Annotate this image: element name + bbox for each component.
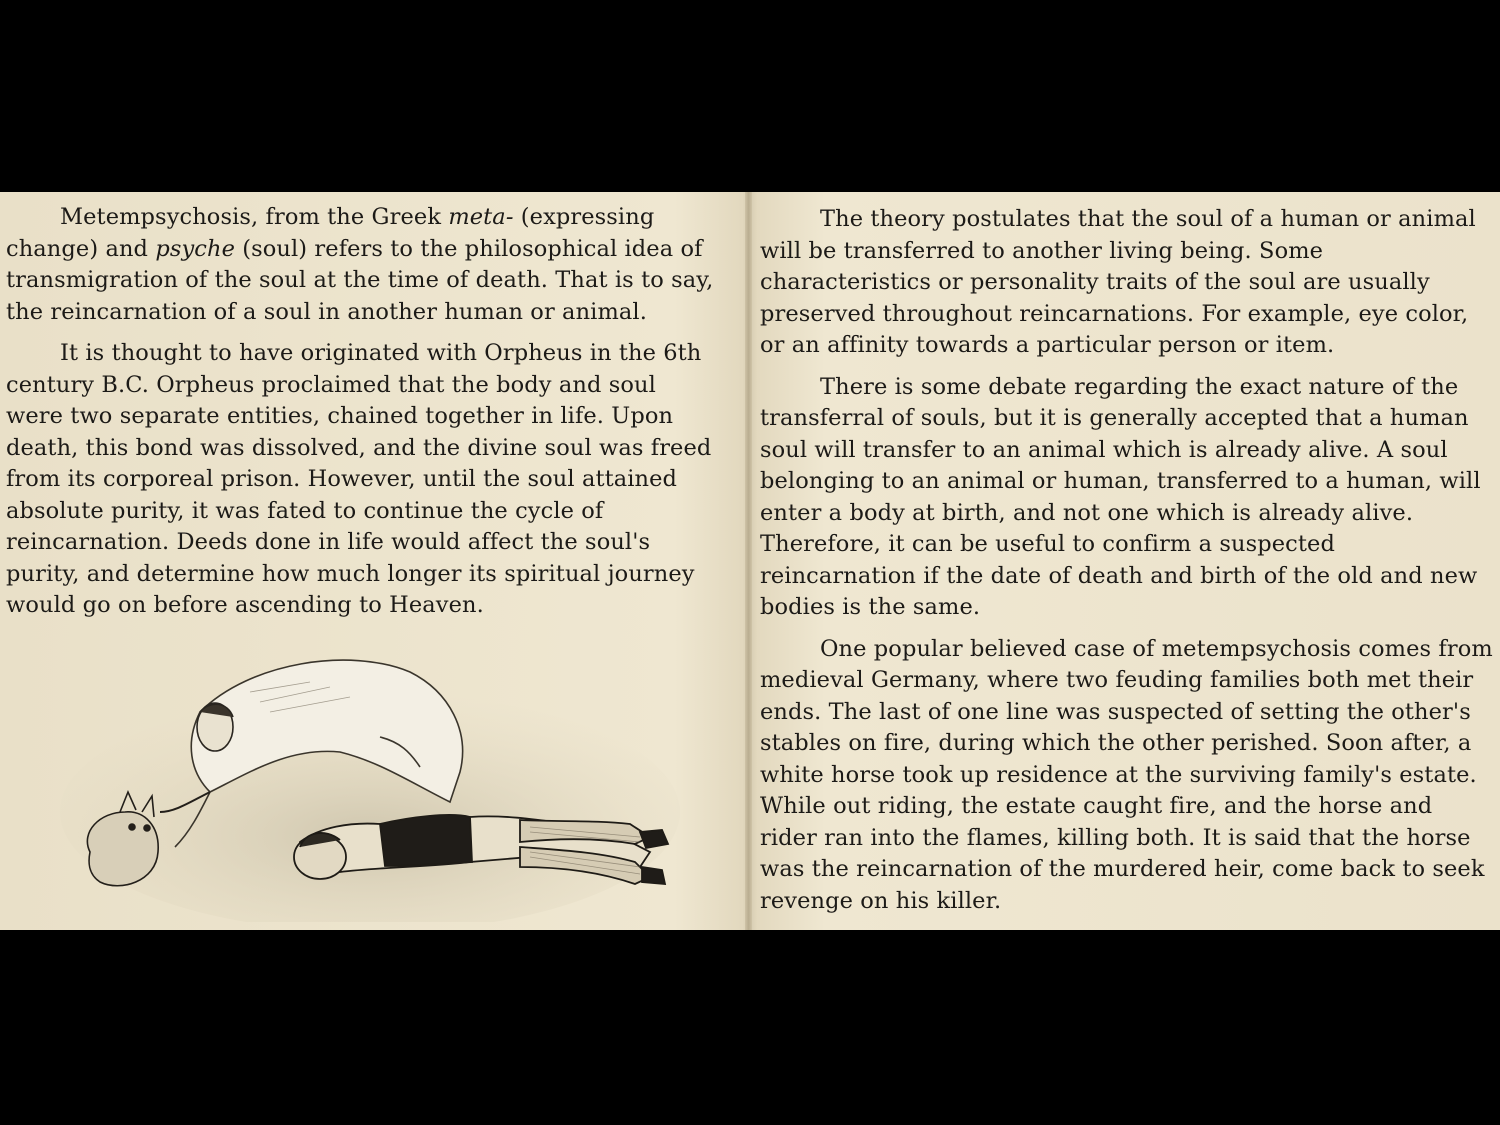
left-paragraph-1 bbox=[6, 202, 715, 328]
left-paragraph-2: It is thought to have originated with Orpheus in the 6th century B.C. Orpheus proclaimed that the body and soul were two separate entities, chained together in life. Upon death, this bond was dissolved, and the divine soul was freed from its corporeal prison. However, until the soul attained absolute purity, it was fated to continue the cycle of reincarnation. Deeds done in life would affect the soul's purity, and determine how much longer its spiritual journey would go on before ascending to Heaven. bbox=[6, 340, 712, 618]
right-paragraph-1: The theory postulates that the soul of a human or animal will be transferred to another living being. Some characteristics or personality traits of the soul are usually preserved throughout reincarnations. For example, eye color, or an affinity towards a particular person or item. bbox=[760, 206, 1476, 358]
term-meta: meta- bbox=[448, 204, 514, 230]
right-page bbox=[752, 192, 1500, 930]
left-page bbox=[0, 192, 745, 930]
term-psyche: psyche bbox=[155, 235, 235, 262]
text-run: (soul) refers to the philosophical idea of transmigration of the soul at the time of death. That is to say, the reincarnation of a soul in another human or animal. bbox=[6, 235, 714, 325]
text-run: (expressing change) and bbox=[6, 204, 655, 262]
spirit-head bbox=[197, 703, 233, 751]
soul-transfer-illustration bbox=[50, 652, 690, 922]
open-book bbox=[0, 192, 1500, 930]
text-run: Metempsychosis, from the Greek bbox=[60, 204, 449, 230]
book-spine bbox=[745, 192, 752, 930]
right-paragraph-3: One popular believed case of metempsychosis comes from medieval Germany, where two feuding families both met their ends. The last of one line was suspected of setting the other's stables on fire, during which the other perished. Soon after, a white horse took up residence at the surviving family's estate. While out riding, the estate caught fire, and the horse and rider ran into the flames, killing both. It is said that the horse was the reincarnation of the murdered heir, come back to seek revenge on his killer. bbox=[760, 635, 1493, 914]
right-paragraph-2: There is some debate regarding the exact nature of the transferral of souls, but it is generally accepted that a human soul will transfer to an animal which is already alive. A soul belonging to an animal or human, transferred to a human, will enter a body at birth, and not one which is already alive. Therefore, it can be useful to confirm a suspected reincarnation if the date of death and birth of the old and new bodies is the same. bbox=[760, 373, 1481, 620]
